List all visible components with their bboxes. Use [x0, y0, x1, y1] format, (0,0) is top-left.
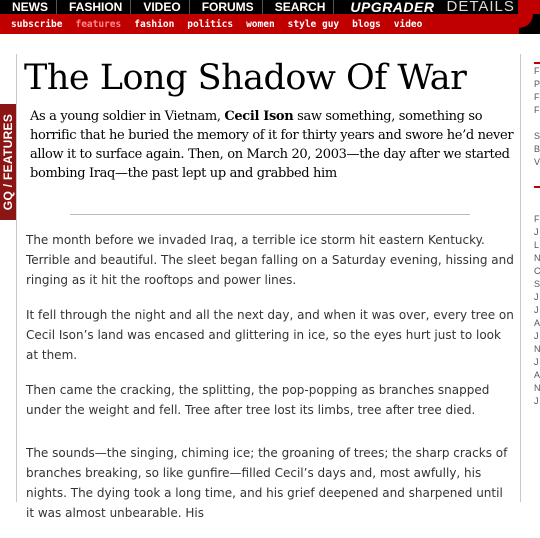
- section-nav-women[interactable]: women: [246, 18, 275, 30]
- sidebar-link[interactable]: J: [534, 292, 539, 302]
- dek-subject-name: Cecil Ison: [224, 109, 294, 124]
- section-nav-fashion[interactable]: fashion: [134, 18, 175, 30]
- sidebar-link[interactable]: N: [534, 383, 540, 393]
- sidebar-link[interactable]: C: [534, 266, 540, 276]
- paragraph-1: The month before we invaded Iraq, a terrible ice storm hit eastern Kentucky. Terrible and beautiful. The sleet began falling on a Saturday evening, hissing and ringing as it hit the rooftops and power lines.: [26, 233, 514, 287]
- paragraph-2: It fell through the night and all the next day, and when it was over, every tree on Cecil Ison’s land was encased and glittering in ice, so the eyes hurt just to look at them.: [26, 308, 514, 362]
- corner-accent: [518, 0, 540, 14]
- section-nav-end-cap: [519, 14, 540, 34]
- sidebar-link[interactable]: P: [534, 79, 540, 89]
- section-nav-features[interactable]: features: [75, 18, 122, 30]
- sidebar-link[interactable]: J: [534, 305, 539, 315]
- article-body: [26, 230, 514, 538]
- article-title: The Long Shadow Of War: [24, 58, 467, 98]
- sidebar-link[interactable]: N: [534, 344, 540, 354]
- side-tab-label: GQ / FEATURES: [1, 113, 15, 211]
- nav-video[interactable]: VIDEO: [131, 0, 189, 14]
- sidebar-link[interactable]: L: [534, 240, 540, 250]
- section-nav-blogs[interactable]: blogs: [352, 18, 381, 30]
- section-nav-politics[interactable]: politics: [187, 18, 234, 30]
- dek-body: saw something, something so horrific that he buried the memory of it for thirty years and swore he’d never allow it to surface again. Then, on March 20, 2003—the day after we started bombing Iraq—the past lept up and grabbed him: [30, 109, 514, 181]
- sidebar-link[interactable]: V: [534, 157, 540, 167]
- paragraph-4: The sounds—the singing, chiming ice; the groaning of trees; the sharp cracks of branches breaking, so like gunfire—filled Cecil’s days and, most awfully, his nights. The dying took a long time, and his grief deepened and sharpened until it was almost unbearable. His: [26, 446, 508, 520]
- nav-forums[interactable]: FORUMS: [190, 0, 263, 14]
- nav-news[interactable]: NEWS: [0, 0, 57, 14]
- sidebar-link[interactable]: N: [534, 253, 540, 263]
- sidebar-link[interactable]: F: [534, 66, 540, 76]
- sidebar-link[interactable]: J: [534, 227, 539, 237]
- sidebar-link[interactable]: F: [534, 92, 540, 102]
- sidebar-link[interactable]: B: [534, 144, 540, 154]
- details-logo[interactable]: DETAILS: [446, 0, 515, 14]
- section-nav: [0, 14, 519, 34]
- sidebar-link[interactable]: S: [534, 131, 540, 141]
- sidebar-link[interactable]: S: [534, 279, 540, 289]
- sidebar-accent-mid: [534, 186, 540, 188]
- sidebar-accent-top: [534, 62, 540, 64]
- section-side-tab[interactable]: [0, 104, 16, 220]
- right-sidebar: [528, 54, 540, 502]
- sidebar-link[interactable]: J: [534, 396, 539, 406]
- section-nav-style-guy[interactable]: style guy: [287, 18, 340, 30]
- sidebar-link[interactable]: J: [534, 357, 539, 367]
- paragraph-3: Then came the cracking, the splitting, the pop-popping as branches snapped under the weight and fell. Tree after tree lost its limbs, tree after tree died.: [26, 383, 490, 417]
- article-dek: [30, 107, 514, 183]
- dek-intro: As a young soldier in Vietnam,: [30, 109, 225, 124]
- nav-fashion[interactable]: FASHION: [57, 0, 131, 14]
- global-nav-bar: [0, 0, 540, 14]
- section-nav-video[interactable]: video: [393, 18, 423, 30]
- sidebar-link[interactable]: A: [534, 318, 540, 328]
- sidebar-link[interactable]: A: [534, 370, 540, 380]
- nav-search[interactable]: SEARCH: [263, 0, 335, 14]
- sidebar-link[interactable]: F: [534, 105, 540, 115]
- sidebar-link[interactable]: J: [534, 331, 539, 341]
- sidebar-link[interactable]: F: [534, 214, 540, 224]
- upgrader-logo[interactable]: UPGRADER: [350, 0, 435, 14]
- section-nav-subscribe[interactable]: subscribe: [11, 18, 63, 30]
- divider: [70, 214, 470, 215]
